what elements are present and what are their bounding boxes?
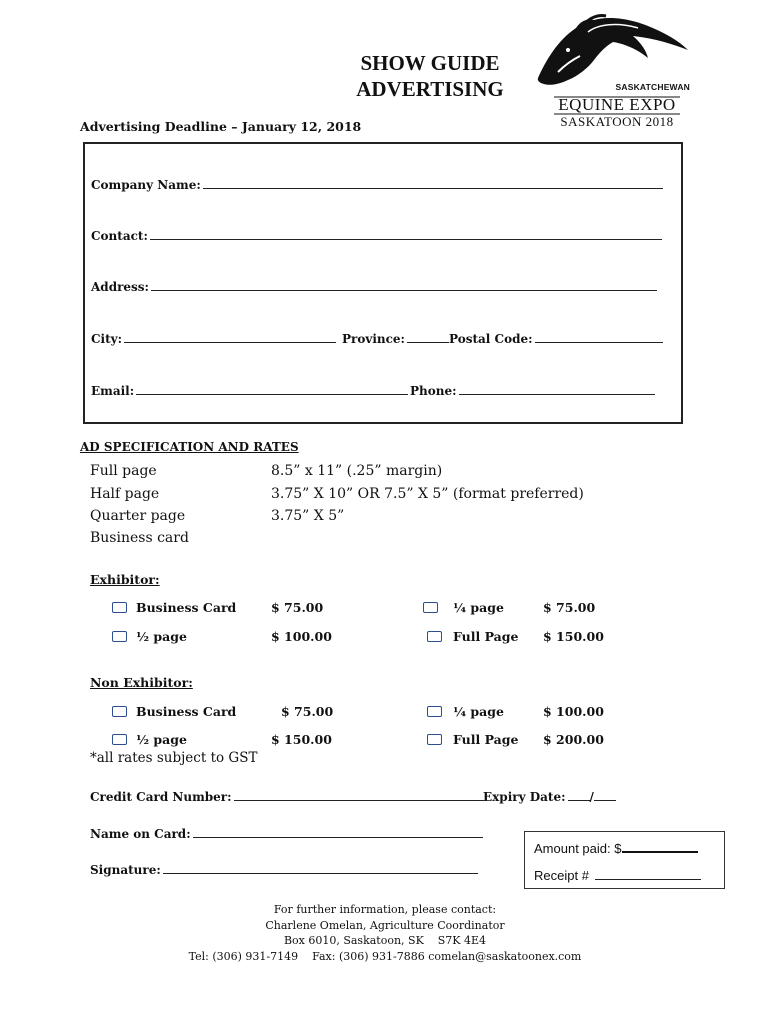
page-title bbox=[340, 50, 520, 102]
name-on-card-field[interactable] bbox=[90, 826, 483, 841]
non-exhibitor-half-page-checkbox[interactable] bbox=[112, 734, 127, 745]
province-line[interactable] bbox=[407, 331, 449, 343]
spec-dims-quarter: 3.75” X 5” bbox=[271, 508, 345, 524]
expiry-year-line[interactable] bbox=[594, 789, 616, 801]
footer-line-4: Tel: (306) 931-7149 Fax: (306) 931-7886 comelan@saskatoonex.com bbox=[188, 949, 582, 963]
phone-field[interactable] bbox=[410, 383, 655, 398]
title-line-2: ADVERTISING bbox=[356, 77, 504, 101]
address-label: Address: bbox=[91, 280, 149, 294]
gst-note: *all rates subject to GST bbox=[90, 750, 258, 766]
contact-footer bbox=[100, 902, 670, 964]
spec-name-half: Half page bbox=[90, 486, 160, 502]
phone-label: Phone: bbox=[410, 384, 457, 398]
exhibitor-full-page-label: Full Page bbox=[453, 629, 519, 644]
name-on-card-label: Name on Card: bbox=[90, 827, 191, 841]
non-exhibitor-heading: Non Exhibitor: bbox=[90, 675, 193, 690]
exhibitor-full-page-checkbox[interactable] bbox=[427, 631, 442, 642]
non-exhibitor-half-page-price: $ 150.00 bbox=[271, 732, 332, 747]
logo-text-bottom: SASKATOON 2018 bbox=[560, 114, 674, 129]
email-label: Email: bbox=[91, 384, 135, 398]
non-exhibitor-business-card-label: Business Card bbox=[136, 704, 237, 719]
postal-code-line[interactable] bbox=[535, 331, 663, 343]
exhibitor-half-page-checkbox[interactable] bbox=[112, 631, 127, 642]
non-exhibitor-business-card-price: $ 75.00 bbox=[281, 704, 334, 719]
address-field[interactable] bbox=[91, 279, 657, 294]
exhibitor-half-page-price: $ 100.00 bbox=[271, 629, 332, 644]
amount-paid-label: Amount paid: $ bbox=[534, 841, 622, 856]
spec-dims-half: 3.75” X 10” OR 7.5” X 5” (format preferred) bbox=[271, 486, 584, 502]
credit-card-number-line[interactable] bbox=[234, 789, 484, 801]
province-field[interactable] bbox=[342, 331, 449, 346]
non-exhibitor-full-page-checkbox[interactable] bbox=[427, 734, 442, 745]
spec-name-quarter: Quarter page bbox=[90, 508, 186, 524]
signature-field[interactable] bbox=[90, 862, 478, 877]
exhibitor-business-card-label: Business Card bbox=[136, 600, 237, 615]
exhibitor-full-page-price: $ 150.00 bbox=[543, 629, 604, 644]
footer-line-3: Box 6010, Saskatoon, SK S7K 4E4 bbox=[283, 934, 487, 947]
exhibitor-heading: Exhibitor: bbox=[90, 572, 160, 587]
signature-line[interactable] bbox=[163, 862, 478, 874]
amount-paid-field[interactable] bbox=[534, 840, 698, 856]
footer-line-1: For further information, please contact: bbox=[273, 903, 497, 916]
receipt-line[interactable] bbox=[595, 868, 701, 880]
footer-line-2: Charlene Omelan, Agriculture Coordinator bbox=[265, 918, 505, 932]
spec-name-business-card: Business card bbox=[90, 530, 189, 546]
ad-spec-heading: AD SPECIFICATION AND RATES bbox=[80, 440, 299, 454]
spec-name-full: Full page bbox=[90, 463, 157, 479]
city-label: City: bbox=[91, 332, 123, 346]
non-exhibitor-half-page-label: ½ page bbox=[136, 732, 187, 747]
address-line[interactable] bbox=[151, 279, 657, 291]
exhibitor-half-page-label: ½ page bbox=[136, 629, 187, 644]
title-line-1: SHOW GUIDE bbox=[360, 51, 500, 75]
equine-expo-logo bbox=[528, 10, 698, 130]
contact-line[interactable] bbox=[150, 228, 662, 240]
non-exhibitor-quarter-page-price: $ 100.00 bbox=[543, 704, 604, 719]
postal-code-label: Postal Code: bbox=[449, 332, 533, 346]
non-exhibitor-quarter-page-label: ¼ page bbox=[453, 704, 504, 719]
exhibitor-quarter-page-checkbox[interactable] bbox=[423, 602, 438, 613]
receipt-label: Receipt # bbox=[534, 868, 589, 883]
name-on-card-line[interactable] bbox=[193, 826, 483, 838]
company-name-label: Company Name: bbox=[91, 178, 201, 192]
city-field[interactable] bbox=[91, 331, 336, 346]
logo-text-top: SASKATCHEWAN bbox=[615, 82, 690, 92]
non-exhibitor-quarter-page-checkbox[interactable] bbox=[427, 706, 442, 717]
expiry-month-line[interactable] bbox=[568, 789, 590, 801]
receipt-field[interactable] bbox=[534, 868, 701, 883]
non-exhibitor-full-page-label: Full Page bbox=[453, 732, 519, 747]
exhibitor-business-card-checkbox[interactable] bbox=[112, 602, 127, 613]
email-field[interactable] bbox=[91, 383, 408, 398]
contact-info-box bbox=[83, 142, 683, 424]
phone-line[interactable] bbox=[459, 383, 655, 395]
province-label: Province: bbox=[342, 332, 405, 346]
city-line[interactable] bbox=[124, 331, 336, 343]
email-line[interactable] bbox=[136, 383, 408, 395]
expiry-date-field[interactable] bbox=[483, 789, 616, 804]
exhibitor-business-card-price: $ 75.00 bbox=[271, 600, 324, 615]
expiry-date-label: Expiry Date: bbox=[483, 790, 566, 804]
expiry-slash: / bbox=[589, 790, 594, 804]
contact-field[interactable] bbox=[91, 228, 662, 243]
logo-text-main: EQUINE EXPO bbox=[558, 95, 676, 114]
non-exhibitor-business-card-checkbox[interactable] bbox=[112, 706, 127, 717]
office-use-box bbox=[524, 831, 725, 889]
signature-label: Signature: bbox=[90, 863, 161, 877]
company-name-field[interactable] bbox=[91, 177, 663, 192]
credit-card-number-label: Credit Card Number: bbox=[90, 790, 232, 804]
advertising-deadline: Advertising Deadline – January 12, 2018 bbox=[80, 119, 362, 134]
postal-code-field[interactable] bbox=[449, 331, 663, 346]
exhibitor-quarter-page-label: ¼ page bbox=[453, 600, 504, 615]
company-name-line[interactable] bbox=[203, 177, 663, 189]
spec-dims-full: 8.5” x 11” (.25” margin) bbox=[271, 463, 443, 479]
exhibitor-quarter-page-price: $ 75.00 bbox=[543, 600, 596, 615]
contact-label: Contact: bbox=[91, 229, 148, 243]
non-exhibitor-full-page-price: $ 200.00 bbox=[543, 732, 604, 747]
amount-paid-line[interactable] bbox=[622, 840, 698, 853]
credit-card-number-field[interactable] bbox=[90, 789, 484, 804]
